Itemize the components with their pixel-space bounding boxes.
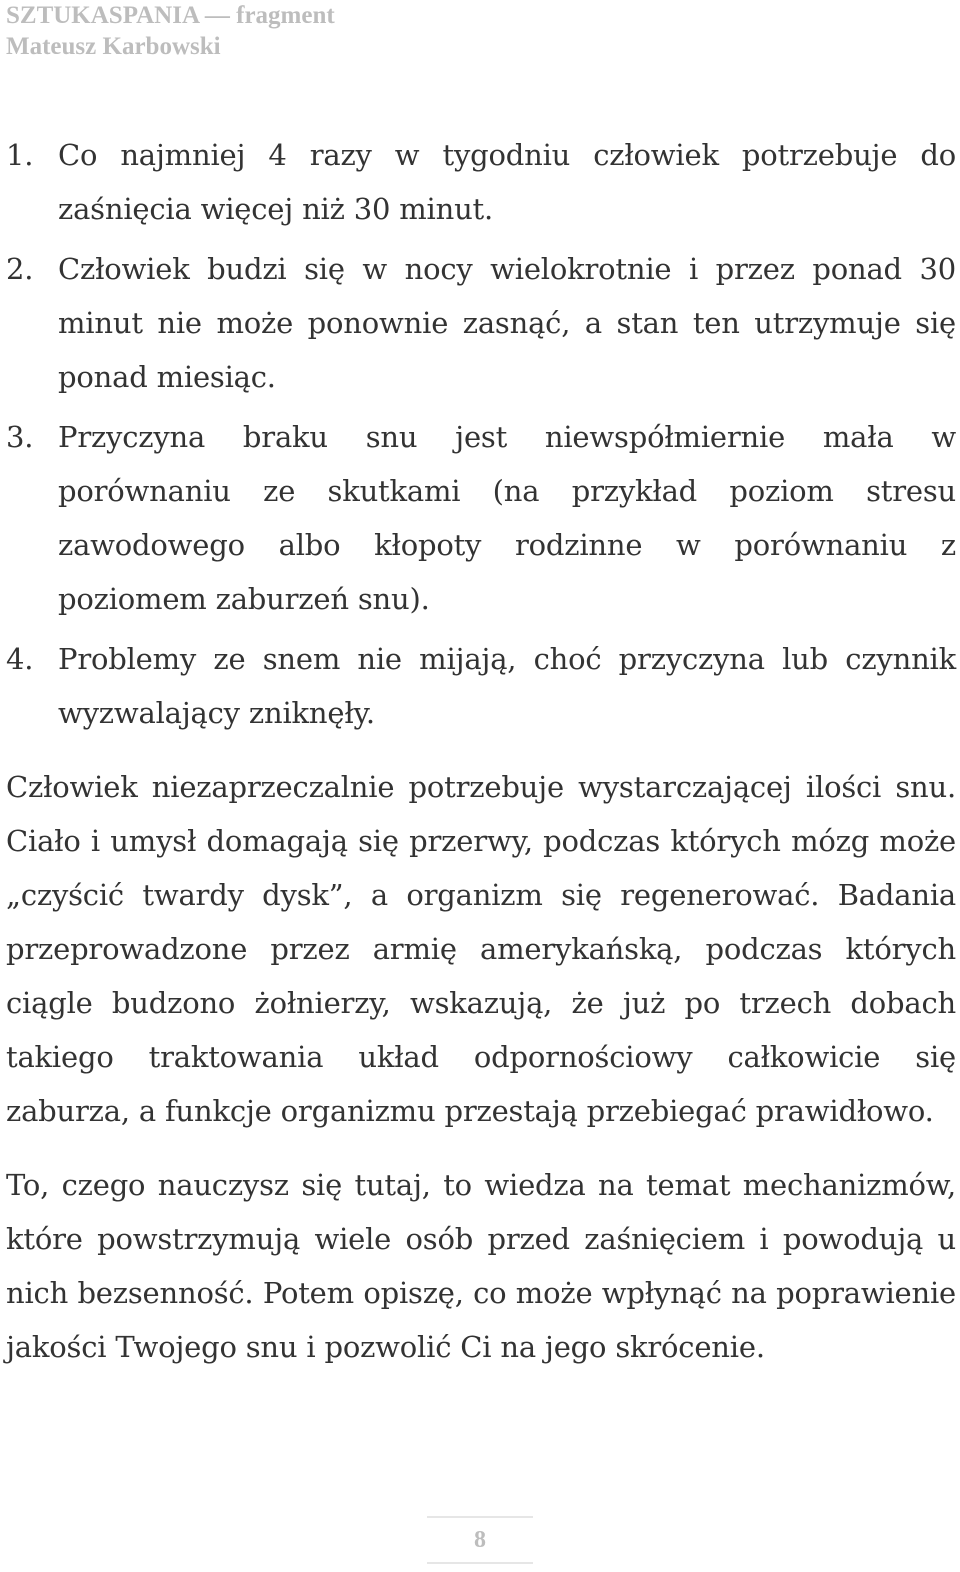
list-item-number: 3. — [6, 420, 34, 454]
criteria-list — [6, 128, 956, 740]
list-item-number: 4. — [6, 642, 34, 676]
page-header — [6, 0, 506, 62]
list-item — [6, 128, 956, 236]
body-paragraph: Człowiek niezaprzeczalnie potrzebuje wystarczającej ilości snu. Ciało i umysł domagają się przerwy, podczas których mózg może „czyścić twardy dysk”, a organizm się regenerować. Badania przeprowadzone przez armię amerykańską, podczas których ciągle budzono żołnierzy, wskazują, że już po trzech dobach takiego traktowania układ odpornościowy całkowicie się zaburza, a funkcje organizmu przestają przebiegać prawidłowo. — [6, 770, 956, 1128]
list-item-text: Problemy ze snem nie mijają, choć przyczyna lub czynnik wyzwalający zniknęły. — [58, 642, 956, 730]
book-title: SZTUKASPANIA — fragment — [6, 2, 335, 29]
body-paragraph: To, czego nauczysz się tutaj, to wiedza na temat mechanizmów, które powstrzymują wiele osób przed zaśnięciem i powodują u nich bezsenność. Potem opiszę, co może wpłynąć na poprawienie jakości Twojego snu i pozwolić Ci na jego skrócenie. — [6, 1168, 956, 1364]
list-item — [6, 632, 956, 740]
list-item-number: 2. — [6, 252, 34, 286]
page-content — [6, 128, 956, 1374]
page-number: 8 — [474, 1527, 486, 1553]
page-footer — [427, 1516, 533, 1564]
list-item-text: Co najmniej 4 razy w tygodniu człowiek potrzebuje do zaśnięcia więcej niż 30 minut. — [58, 138, 956, 226]
list-item — [6, 410, 956, 626]
author-name: Mateusz Karbowski — [6, 33, 221, 60]
list-item — [6, 242, 956, 404]
list-item-text: Człowiek budzi się w nocy wielokrotnie i przez ponad 30 minut nie może ponownie zasnąć, a stan ten utrzymuje się ponad miesiąc. — [58, 252, 956, 394]
list-item-text: Przyczyna braku snu jest niewspółmiernie mała w porównaniu ze skutkami (na przykład poziom stresu zawodowego albo kłopoty rodzinne w porównaniu z poziomem zaburzeń snu). — [58, 420, 956, 616]
list-item-number: 1. — [6, 138, 34, 172]
